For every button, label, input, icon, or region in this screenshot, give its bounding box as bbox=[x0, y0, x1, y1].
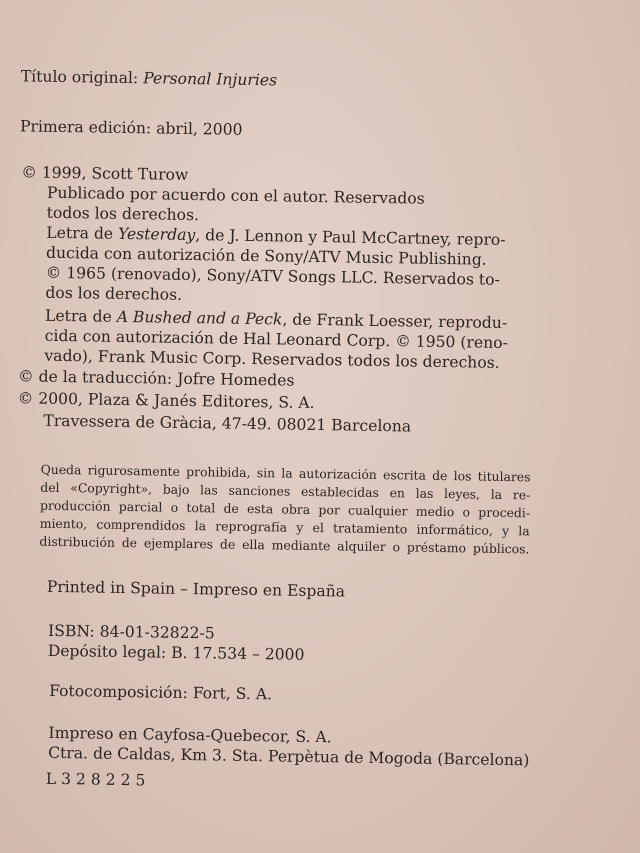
print-code-line: L 3 2 8 2 2 5 bbox=[45, 769, 146, 790]
author-rights-line-1: Publicado por acuerdo con el autor. Reservados bbox=[46, 183, 425, 208]
original-title-value: Personal Injuries bbox=[143, 69, 278, 90]
bushel-song-title: A Bushed and a Peck bbox=[116, 307, 283, 329]
legal-notice-line-4: miento, comprendidos la reprografía y el tratamiento informático, y la bbox=[39, 515, 530, 539]
bushel-credit-line-2: cida con autorización de Hal Leonard Corp. © 1950 (reno- bbox=[44, 326, 509, 353]
yesterday-credit-line-2: ducida con autorización de Sony/ATV Music Publishing. bbox=[45, 243, 487, 269]
bushel-prefix: Letra de bbox=[44, 306, 117, 326]
yesterday-line1-rest: , de J. Lennon y Paul McCartney, repro- bbox=[195, 226, 506, 249]
legal-notice-line-5: distribución de ejemplares de ella mediante alquiler o préstamo públicos. bbox=[39, 533, 530, 557]
isbn-line: ISBN: 84-01-32822-5 bbox=[47, 621, 215, 643]
original-title-line bbox=[21, 66, 278, 90]
publisher-address-line: Travessera de Gràcia, 47-49. 08021 Barcelona bbox=[43, 411, 412, 436]
yesterday-song-title: Yesterday bbox=[117, 224, 196, 245]
yesterday-credit-line-4: dos los derechos. bbox=[45, 283, 183, 304]
author-copyright-line: © 1999, Scott Turow bbox=[21, 163, 189, 184]
bushel-credit-line-3: vado), Frank Music Corp. Reservados todos los derechos. bbox=[44, 346, 500, 372]
fotocomposicion-line: Fotocomposición: Fort, S. A. bbox=[49, 681, 273, 704]
yesterday-credit-line-3: © 1965 (renovado), Sony/ATV Songs LLC. Reservados to- bbox=[45, 263, 500, 289]
author-rights-line-2: todos los derechos. bbox=[46, 203, 200, 225]
yesterday-prefix: Letra de bbox=[46, 223, 119, 243]
first-edition-line: Primera edición: abril, 2000 bbox=[19, 117, 243, 139]
printer-line-2: Ctra. de Caldas, Km 3. Sta. Perpètua de Mogoda (Barcelona) bbox=[48, 743, 530, 770]
legal-notice-line-1: Queda rigurosamente prohibida, sin la autorización escrita de los titulares bbox=[40, 461, 531, 485]
translation-copyright-line: © de la traducción: Jofre Homedes bbox=[17, 367, 295, 390]
original-title-label: Título original: bbox=[20, 67, 144, 88]
legal-notice-line-2: del «Copyright», bajo las sanciones establecidas en las leyes, la re- bbox=[40, 479, 531, 503]
bushel-line1-rest: , de Frank Loesser, reprodu- bbox=[282, 310, 508, 333]
deposito-legal-line: Depósito legal: B. 17.534 – 2000 bbox=[47, 641, 305, 664]
printed-in-line: Printed in Spain – Impreso en España bbox=[46, 577, 346, 601]
printer-line-1: Impreso en Cayfosa-Quebecor, S. A. bbox=[48, 723, 332, 747]
publisher-copyright-line: © 2000, Plaza & Janés Editores, S. A. bbox=[17, 389, 315, 412]
legal-notice-line-3: producción parcial o total de esta obra por cualquier medio o procedi- bbox=[39, 497, 531, 521]
